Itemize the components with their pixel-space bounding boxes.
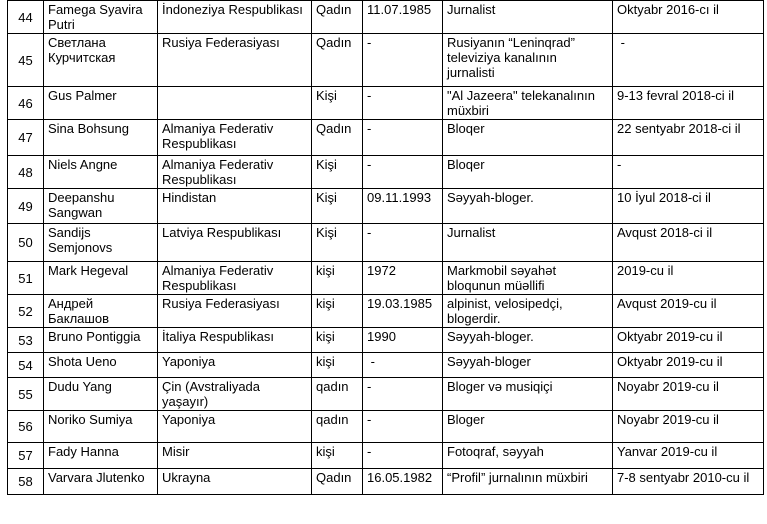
occupation-cell: Jurnalist bbox=[443, 1, 613, 34]
table-row bbox=[8, 224, 764, 262]
country-cell: Yaponiya bbox=[158, 353, 312, 378]
occupation-cell: Bloqer bbox=[443, 156, 613, 189]
table-row bbox=[8, 262, 764, 295]
birth-date-cell: - bbox=[363, 353, 443, 378]
gender-cell: Qadın bbox=[312, 34, 363, 87]
row-number-cell: 44 bbox=[8, 1, 44, 34]
name-cell: Noriko Sumiya bbox=[44, 411, 158, 443]
persons-table bbox=[7, 0, 764, 495]
country-cell: Almaniya Federativ Respublikası bbox=[158, 262, 312, 295]
table-row bbox=[8, 378, 764, 411]
occupation-cell: Səyyah-bloger. bbox=[443, 328, 613, 353]
row-number-cell: 47 bbox=[8, 120, 44, 156]
name-cell: Deepanshu Sangwan bbox=[44, 189, 158, 224]
gender-cell: kişi bbox=[312, 353, 363, 378]
occupation-cell: Səyyah-bloger bbox=[443, 353, 613, 378]
name-cell: Varvara Jlutenko bbox=[44, 469, 158, 495]
table-row bbox=[8, 34, 764, 87]
persons-table-body bbox=[8, 1, 764, 495]
table-row bbox=[8, 295, 764, 328]
gender-cell: qadın bbox=[312, 378, 363, 411]
record-date-cell: 22 sentyabr 2018-ci il bbox=[613, 120, 764, 156]
gender-cell: Qadın bbox=[312, 120, 363, 156]
occupation-cell: Markmobil səyahət bloqunun müəllifi bbox=[443, 262, 613, 295]
country-cell: Latviya Respublikası bbox=[158, 224, 312, 262]
birth-date-cell: 1972 bbox=[363, 262, 443, 295]
row-number-cell: 51 bbox=[8, 262, 44, 295]
occupation-cell: “Profil” jurnalının müxbiri bbox=[443, 469, 613, 495]
occupation-cell: Bloqer bbox=[443, 120, 613, 156]
record-date-cell: 2019-cu il bbox=[613, 262, 764, 295]
country-cell: Almaniya Federativ Respublikası bbox=[158, 156, 312, 189]
country-cell: Yaponiya bbox=[158, 411, 312, 443]
name-cell: Niels Angne bbox=[44, 156, 158, 189]
name-cell: Андрей Баклашов bbox=[44, 295, 158, 328]
row-number-cell: 52 bbox=[8, 295, 44, 328]
row-number-cell: 55 bbox=[8, 378, 44, 411]
birth-date-cell: - bbox=[363, 34, 443, 87]
record-date-cell: - bbox=[613, 156, 764, 189]
table-row bbox=[8, 411, 764, 443]
birth-date-cell: 19.03.1985 bbox=[363, 295, 443, 328]
record-date-cell: Noyabr 2019-cu il bbox=[613, 378, 764, 411]
row-number-cell: 49 bbox=[8, 189, 44, 224]
birth-date-cell: - bbox=[363, 443, 443, 469]
table-row bbox=[8, 1, 764, 34]
country-cell: Almaniya Federativ Respublikası bbox=[158, 120, 312, 156]
country-cell: Rusiya Federasiyası bbox=[158, 34, 312, 87]
name-cell: Mark Hegeval bbox=[44, 262, 158, 295]
record-date-cell: 7-8 sentyabr 2010-cu il bbox=[613, 469, 764, 495]
table-row bbox=[8, 189, 764, 224]
birth-date-cell: 11.07.1985 bbox=[363, 1, 443, 34]
row-number-cell: 45 bbox=[8, 34, 44, 87]
birth-date-cell: - bbox=[363, 411, 443, 443]
birth-date-cell: 09.11.1993 bbox=[363, 189, 443, 224]
country-cell: Misir bbox=[158, 443, 312, 469]
row-number-cell: 56 bbox=[8, 411, 44, 443]
gender-cell: kişi bbox=[312, 295, 363, 328]
record-date-cell: Avqust 2019-cu il bbox=[613, 295, 764, 328]
table-row bbox=[8, 328, 764, 353]
name-cell: Shota Ueno bbox=[44, 353, 158, 378]
row-number-cell: 50 bbox=[8, 224, 44, 262]
record-date-cell: Avqust 2018-ci il bbox=[613, 224, 764, 262]
gender-cell: kişi bbox=[312, 328, 363, 353]
name-cell: Fady Hanna bbox=[44, 443, 158, 469]
table-row bbox=[8, 87, 764, 120]
name-cell: Dudu Yang bbox=[44, 378, 158, 411]
country-cell bbox=[158, 87, 312, 120]
record-date-cell: Oktyabr 2019-cu il bbox=[613, 353, 764, 378]
country-cell: İndoneziya Respublikası bbox=[158, 1, 312, 34]
table-row bbox=[8, 469, 764, 495]
record-date-cell: Noyabr 2019-cu il bbox=[613, 411, 764, 443]
country-cell: Hindistan bbox=[158, 189, 312, 224]
row-number-cell: 54 bbox=[8, 353, 44, 378]
table-row bbox=[8, 443, 764, 469]
occupation-cell: Bloger bbox=[443, 411, 613, 443]
country-cell: İtaliya Respublikası bbox=[158, 328, 312, 353]
occupation-cell: alpinist, velosipedçi, blogerdir. bbox=[443, 295, 613, 328]
name-cell: Bruno Pontiggia bbox=[44, 328, 158, 353]
name-cell: Светлана Курчитская bbox=[44, 34, 158, 87]
gender-cell: Kişi bbox=[312, 189, 363, 224]
record-date-cell: Oktyabr 2019-cu il bbox=[613, 328, 764, 353]
occupation-cell: Fotoqraf, səyyah bbox=[443, 443, 613, 469]
birth-date-cell: - bbox=[363, 224, 443, 262]
country-cell: Rusiya Federasiyası bbox=[158, 295, 312, 328]
row-number-cell: 57 bbox=[8, 443, 44, 469]
name-cell: Gus Palmer bbox=[44, 87, 158, 120]
gender-cell: Kişi bbox=[312, 156, 363, 189]
record-date-cell: 10 İyul 2018-ci il bbox=[613, 189, 764, 224]
name-cell: Sandijs Semjonovs bbox=[44, 224, 158, 262]
gender-cell: kişi bbox=[312, 262, 363, 295]
occupation-cell: "Al Jazeera" telekanalının müxbiri bbox=[443, 87, 613, 120]
occupation-cell: Bloger və musiqiçi bbox=[443, 378, 613, 411]
country-cell: Ukrayna bbox=[158, 469, 312, 495]
gender-cell: Qadın bbox=[312, 469, 363, 495]
gender-cell: qadın bbox=[312, 411, 363, 443]
gender-cell: Kişi bbox=[312, 87, 363, 120]
occupation-cell: Jurnalist bbox=[443, 224, 613, 262]
record-date-cell: Oktyabr 2016-cı il bbox=[613, 1, 764, 34]
birth-date-cell: - bbox=[363, 87, 443, 120]
occupation-cell: Rusiyanın “Leninqrad” televiziya kanalının jurnalisti bbox=[443, 34, 613, 87]
record-date-cell: 9-13 fevral 2018-ci il bbox=[613, 87, 764, 120]
row-number-cell: 48 bbox=[8, 156, 44, 189]
row-number-cell: 46 bbox=[8, 87, 44, 120]
birth-date-cell: 1990 bbox=[363, 328, 443, 353]
record-date-cell: Yanvar 2019-cu il bbox=[613, 443, 764, 469]
name-cell: Sina Bohsung bbox=[44, 120, 158, 156]
row-number-cell: 58 bbox=[8, 469, 44, 495]
occupation-cell: Səyyah-bloger. bbox=[443, 189, 613, 224]
birth-date-cell: - bbox=[363, 120, 443, 156]
table-row bbox=[8, 120, 764, 156]
record-date-cell: - bbox=[613, 34, 764, 87]
name-cell: Famega Syavira Putri bbox=[44, 1, 158, 34]
birth-date-cell: - bbox=[363, 156, 443, 189]
row-number-cell: 53 bbox=[8, 328, 44, 353]
country-cell: Çin (Avstraliyada yaşayır) bbox=[158, 378, 312, 411]
birth-date-cell: 16.05.1982 bbox=[363, 469, 443, 495]
gender-cell: Qadın bbox=[312, 1, 363, 34]
gender-cell: Kişi bbox=[312, 224, 363, 262]
table-row bbox=[8, 353, 764, 378]
table-row bbox=[8, 156, 764, 189]
gender-cell: kişi bbox=[312, 443, 363, 469]
birth-date-cell: - bbox=[363, 378, 443, 411]
